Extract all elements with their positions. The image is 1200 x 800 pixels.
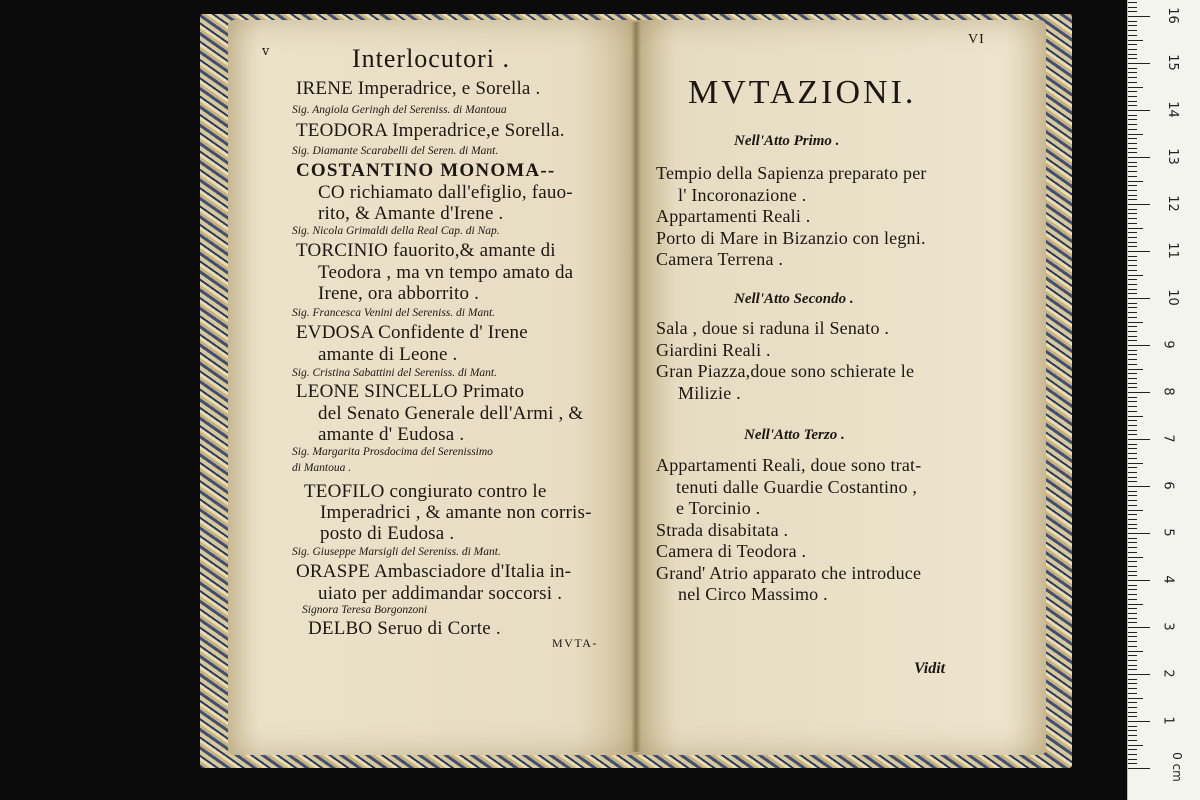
ruler-tick xyxy=(1128,246,1137,247)
character-line: LEONE SINCELLO Primato xyxy=(296,381,525,402)
ruler-tick xyxy=(1128,542,1137,543)
ruler-tick xyxy=(1128,307,1137,308)
ruler-tick xyxy=(1128,350,1137,351)
ruler-tick xyxy=(1128,96,1137,97)
ruler-tick xyxy=(1128,646,1137,647)
ruler-tick xyxy=(1128,270,1137,271)
ruler-number: 1 xyxy=(1160,716,1176,725)
scene-line: Camera Terrena . xyxy=(656,249,784,269)
right-catchword: Vidit xyxy=(914,660,946,677)
ruler-number: 12 xyxy=(1164,195,1180,212)
ruler-tick xyxy=(1128,481,1137,482)
ruler-tick xyxy=(1128,683,1137,684)
ruler-tick xyxy=(1128,491,1137,492)
ruler-tick xyxy=(1128,383,1137,384)
character-line: COSTANTINO MONOMA-- xyxy=(296,160,556,181)
ruler-tick xyxy=(1128,712,1137,713)
ruler-number: 3 xyxy=(1160,622,1176,631)
ruler-tick xyxy=(1128,453,1137,454)
ruler-tick xyxy=(1128,425,1137,426)
ruler-tick xyxy=(1128,322,1143,323)
ruler-tick xyxy=(1128,665,1137,666)
ruler-tick xyxy=(1128,754,1137,755)
performer-line: Sig. Nicola Grimaldi della Real Cap. di Nap. xyxy=(292,225,500,237)
scene-line: Strada disabitata . xyxy=(656,519,789,540)
scene-line: Tempio della Sapienza preparato per xyxy=(656,163,927,183)
ruler-tick xyxy=(1128,124,1137,125)
scene-line: e Torcinio . xyxy=(676,498,761,518)
performer-line: Sig. Margarita Prosdocima del Serenissimo xyxy=(292,446,493,458)
ruler-tick xyxy=(1128,228,1143,229)
ruler-tick xyxy=(1128,256,1137,257)
ruler-tick xyxy=(1128,171,1137,172)
ruler-tick xyxy=(1128,190,1137,191)
ruler-tick xyxy=(1128,735,1137,736)
ruler-tick xyxy=(1128,110,1150,111)
character-line: amante d' Eudosa . xyxy=(318,424,465,445)
character-line: TORCINIO fauorito,& amante di xyxy=(296,240,556,261)
performer-line: Sig. Giuseppe Marsigli del Sereniss. di Mant. xyxy=(292,546,501,558)
ruler-tick xyxy=(1128,702,1137,703)
ruler-tick xyxy=(1128,58,1137,59)
ruler-number: 11 xyxy=(1164,242,1180,259)
character-line: EVDOSA Confidente d' Irene xyxy=(296,322,528,343)
ruler-tick xyxy=(1128,547,1137,548)
ruler-tick xyxy=(1128,528,1137,529)
ruler-tick xyxy=(1128,223,1137,224)
ruler-tick xyxy=(1128,505,1137,506)
scene-line: Grand' Atrio apparato che introduce xyxy=(656,562,922,583)
ruler-tick xyxy=(1128,25,1137,26)
ruler-tick xyxy=(1128,134,1143,135)
character-line: IRENE Imperadrice, e Sorella . xyxy=(296,78,541,99)
scene-line: Camera di Teodora . xyxy=(656,541,807,561)
left-catchword: MVTA- xyxy=(552,636,598,650)
ruler-tick xyxy=(1128,759,1137,760)
scene-line: Appartamenti Reali, doue sono trat- xyxy=(656,455,922,475)
character-line: TEODORA Imperadrice,e Sorella. xyxy=(296,120,565,141)
ruler-tick xyxy=(1128,115,1137,116)
ruler-tick xyxy=(1128,181,1143,182)
ruler-tick xyxy=(1128,716,1137,717)
ruler-tick xyxy=(1128,604,1143,605)
ruler-tick xyxy=(1128,284,1137,285)
ruler-tick xyxy=(1128,275,1143,276)
ruler-tick xyxy=(1128,552,1137,553)
character-line: posto di Eudosa . xyxy=(320,523,455,544)
ruler-tick xyxy=(1128,411,1137,412)
ruler-tick xyxy=(1128,641,1137,642)
ruler-tick xyxy=(1128,293,1137,294)
ruler-tick xyxy=(1128,49,1137,50)
ruler-tick xyxy=(1128,162,1137,163)
ruler-tick xyxy=(1128,580,1150,581)
ruler-tick xyxy=(1128,7,1137,8)
ruler-tick xyxy=(1128,63,1150,64)
ruler-tick xyxy=(1128,557,1143,558)
character-line: del Senato Generale dell'Armi , & xyxy=(318,403,584,424)
ruler-tick xyxy=(1128,533,1150,534)
ruler-tick xyxy=(1128,312,1137,313)
ruler-tick xyxy=(1128,679,1137,680)
character-line: Imperadrici , & amante non corris- xyxy=(320,502,592,523)
ruler-tick xyxy=(1128,77,1137,78)
ruler-tick xyxy=(1128,35,1137,36)
character-line: ORASPE Ambasciadore d'Italia in- xyxy=(296,561,572,582)
ruler-tick xyxy=(1128,688,1137,689)
ruler-tick xyxy=(1128,589,1137,590)
ruler-tick xyxy=(1128,632,1137,633)
ruler-tick xyxy=(1128,204,1150,205)
ruler-tick xyxy=(1128,2,1137,3)
ruler-tick xyxy=(1128,434,1137,435)
ruler-tick xyxy=(1128,392,1150,393)
ruler-tick xyxy=(1128,176,1137,177)
ruler-tick xyxy=(1128,514,1137,515)
ruler-number: 5 xyxy=(1160,528,1176,537)
ruler-tick xyxy=(1128,472,1137,473)
ruler-tick xyxy=(1128,613,1137,614)
ruler-tick xyxy=(1128,486,1150,487)
ruler-number: 16 xyxy=(1164,7,1180,24)
ruler-tick xyxy=(1128,608,1137,609)
ruler-tick xyxy=(1128,72,1137,73)
ruler-tick xyxy=(1128,599,1137,600)
ruler-tick xyxy=(1128,373,1137,374)
ruler-tick xyxy=(1128,401,1137,402)
scene-line: l' Incoronazione . xyxy=(678,184,807,205)
ruler-tick xyxy=(1128,763,1137,764)
ruler-tick xyxy=(1128,369,1143,370)
ruler-tick xyxy=(1128,693,1137,694)
scene-line: Porto di Mare in Bizanzio con legni. xyxy=(656,227,926,248)
ruler-tick xyxy=(1128,326,1137,327)
ruler-tick xyxy=(1128,331,1137,332)
scene-line: Giardini Reali . xyxy=(656,339,771,360)
ruler-tick xyxy=(1128,618,1137,619)
ruler-tick xyxy=(1128,157,1150,158)
ruler-tick xyxy=(1128,237,1137,238)
performer-line: Sig. Cristina Sabattini del Sereniss. di Mant. xyxy=(292,367,497,379)
character-line: amante di Leone . xyxy=(318,344,458,365)
book-gutter xyxy=(631,22,641,752)
ruler-tick xyxy=(1128,185,1137,186)
ruler-tick xyxy=(1128,364,1137,365)
ruler-tick xyxy=(1128,416,1143,417)
character-line: Irene, ora abborrito . xyxy=(318,283,480,304)
ruler-tick xyxy=(1128,726,1137,727)
ruler-tick xyxy=(1128,458,1137,459)
performer-line: Sig. Francesca Venini del Sereniss. di Mant. xyxy=(292,307,496,319)
performer-line: di Mantoua . xyxy=(292,462,352,474)
ruler-tick xyxy=(1128,420,1137,421)
ruler-tick xyxy=(1128,636,1137,637)
ruler-tick xyxy=(1128,651,1143,652)
ruler-tick xyxy=(1128,721,1150,722)
ruler-number: 4 xyxy=(1160,575,1176,584)
act-heading: Nell'Atto Terzo . xyxy=(744,427,845,443)
ruler-tick xyxy=(1128,218,1137,219)
ruler-tick xyxy=(1128,298,1150,299)
ruler-tick xyxy=(1128,68,1137,69)
ruler-number: 10 xyxy=(1164,289,1180,306)
scene-line: tenuti dalle Guardie Costantino , xyxy=(676,476,918,497)
ruler-tick xyxy=(1128,594,1137,595)
scene-line: Milizie . xyxy=(678,382,741,403)
scene-line: Gran Piazza,doue sono schierate le xyxy=(656,361,915,381)
ruler-tick xyxy=(1128,101,1137,102)
ruler-tick xyxy=(1128,16,1150,17)
ruler-tick xyxy=(1128,260,1137,261)
ruler-tick xyxy=(1128,627,1150,628)
ruler-tick xyxy=(1128,199,1137,200)
ruler-tick xyxy=(1128,251,1150,252)
ruler-tick xyxy=(1128,148,1137,149)
page-mark: VI xyxy=(968,32,985,47)
ruler-tick xyxy=(1128,152,1137,153)
ruler-tick xyxy=(1128,430,1137,431)
measurement-ruler xyxy=(1127,0,1200,800)
ruler-tick xyxy=(1128,129,1137,130)
character-line: DELBO Seruo di Corte . xyxy=(308,618,501,639)
ruler-number: 2 xyxy=(1160,669,1176,678)
ruler-tick xyxy=(1128,91,1137,92)
ruler-tick xyxy=(1128,279,1137,280)
ruler-tick xyxy=(1128,669,1137,670)
ruler-tick xyxy=(1128,561,1137,562)
ruler-tick xyxy=(1128,82,1137,83)
ruler-tick xyxy=(1128,439,1150,440)
ruler-tick xyxy=(1128,477,1137,478)
ruler-tick xyxy=(1128,265,1137,266)
ruler-tick xyxy=(1128,30,1137,31)
ruler-tick xyxy=(1128,105,1137,106)
ruler-tick xyxy=(1128,387,1137,388)
ruler-tick xyxy=(1128,303,1137,304)
left-page-title: Interlocutori . xyxy=(352,44,510,73)
ruler-tick xyxy=(1128,519,1137,520)
ruler-tick xyxy=(1128,54,1137,55)
performer-line: Sig. Angiola Geringh del Sereniss. di Mantoua xyxy=(292,104,507,116)
ruler-tick xyxy=(1128,495,1137,496)
character-line: rito, & Amante d'Irene . xyxy=(318,203,504,224)
ruler-tick xyxy=(1128,336,1137,337)
scene-line: Sala , doue si raduna il Senato . xyxy=(656,318,890,338)
ruler-tick xyxy=(1128,622,1137,623)
ruler-tick xyxy=(1128,397,1137,398)
act-heading: Nell'Atto Secondo . xyxy=(734,291,854,307)
ruler-tick xyxy=(1128,768,1150,769)
ruler-tick xyxy=(1128,467,1137,468)
ruler-tick xyxy=(1128,500,1137,501)
ruler-tick xyxy=(1128,138,1137,139)
ruler-tick xyxy=(1128,463,1143,464)
character-line: Teodora , ma vn tempo amato da xyxy=(318,262,574,283)
ruler-tick xyxy=(1128,21,1137,22)
ruler-tick xyxy=(1128,213,1137,214)
right-page-title: MVTAZIONI. xyxy=(688,74,917,111)
ruler-tick xyxy=(1128,566,1137,567)
ruler-tick xyxy=(1128,674,1150,675)
ruler-tick xyxy=(1128,87,1143,88)
ruler-tick xyxy=(1128,354,1137,355)
ruler-number: 9 xyxy=(1160,340,1176,349)
ruler-number: 14 xyxy=(1164,101,1180,118)
ruler-tick xyxy=(1128,698,1143,699)
ruler-tick xyxy=(1128,289,1137,290)
ruler-tick xyxy=(1128,378,1137,379)
ruler-tick xyxy=(1128,340,1137,341)
ruler-tick xyxy=(1128,345,1150,346)
ruler-tick xyxy=(1128,730,1137,731)
ruler-tick xyxy=(1128,510,1143,511)
ruler-number: 7 xyxy=(1160,434,1176,443)
character-line: TEOFILO congiurato contro le xyxy=(304,481,547,502)
ruler-tick xyxy=(1128,571,1137,572)
ruler-tick xyxy=(1128,359,1137,360)
ruler-number: 8 xyxy=(1160,387,1176,396)
ruler-tick xyxy=(1128,195,1137,196)
ruler-tick xyxy=(1128,745,1143,746)
ruler-tick xyxy=(1128,242,1137,243)
character-line: CO richiamato dall'efiglio, fauo- xyxy=(318,182,573,203)
ruler-tick xyxy=(1128,655,1137,656)
ruler-tick xyxy=(1128,707,1137,708)
ruler-number: 15 xyxy=(1164,54,1180,71)
performer-line: Sig. Diamante Scarabelli del Seren. di Mant. xyxy=(292,145,499,157)
ruler-tick xyxy=(1128,749,1137,750)
ruler-tick xyxy=(1128,660,1137,661)
scene-line: nel Circo Massimo . xyxy=(678,584,828,604)
ruler-tick xyxy=(1128,524,1137,525)
ruler-number: 13 xyxy=(1164,148,1180,165)
ruler-tick xyxy=(1128,209,1137,210)
character-line: uiato per addimandar soccorsi . xyxy=(318,583,563,604)
left-corner-mark: v xyxy=(262,44,270,59)
ruler-tick xyxy=(1128,11,1137,12)
ruler-tick xyxy=(1128,538,1137,539)
ruler-tick xyxy=(1128,40,1143,41)
ruler-tick xyxy=(1128,575,1137,576)
ruler-tick xyxy=(1128,119,1137,120)
ruler-tick xyxy=(1128,143,1137,144)
ruler-tick xyxy=(1128,44,1137,45)
ruler-number: 6 xyxy=(1160,481,1176,490)
ruler-tick xyxy=(1128,444,1137,445)
act-heading: Nell'Atto Primo . xyxy=(734,133,840,149)
scene-line: Appartamenti Reali . xyxy=(656,206,811,226)
ruler-tick xyxy=(1128,406,1137,407)
ruler-tick xyxy=(1128,317,1137,318)
ruler-tick xyxy=(1128,232,1137,233)
ruler-tick xyxy=(1128,448,1137,449)
ruler-tick xyxy=(1128,166,1137,167)
ruler-tick xyxy=(1128,740,1137,741)
performer-line: Signora Teresa Borgonzoni xyxy=(302,604,428,616)
ruler-unit-label: 0 cm xyxy=(1169,752,1184,782)
ruler-tick xyxy=(1128,585,1137,586)
